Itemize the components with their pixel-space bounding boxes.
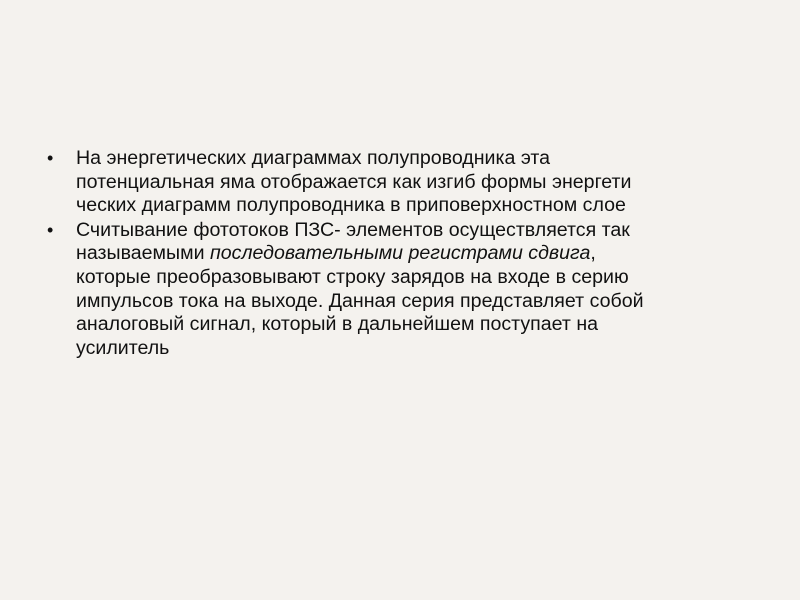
- text-line: которые преобразовывают строку зарядов на входе в серию: [76, 265, 629, 288]
- bullet-item-shift-registers: [47, 219, 747, 361]
- italic-term: последовательными регистрами сдвига: [209, 242, 591, 265]
- text-fragment: называемыми: [76, 242, 210, 265]
- text-line: ческих диаграмм полупроводника в приповерхностном слое: [76, 194, 626, 217]
- text-line: Считывание фототоков ПЗС- элементов осуществляется так: [76, 218, 630, 241]
- bullet-icon: •: [47, 148, 54, 168]
- text-line: На энергетических диаграммах полупроводника эта: [76, 147, 551, 169]
- text-line: [76, 242, 747, 266]
- text-line: аналоговый сигнал, который в дальнейшем поступает на: [76, 313, 599, 336]
- text-line: усилитель: [76, 336, 170, 359]
- text-fragment: ,: [590, 242, 596, 265]
- bullet-list: [47, 147, 747, 360]
- bullet-icon: •: [47, 219, 54, 240]
- text-line: потенциальная яма отображается как изгиб формы энергети: [76, 170, 632, 193]
- text-line: импульсов тока на выходе. Данная серия представляет собой: [76, 289, 644, 312]
- bullet-item-energy-diagrams: [47, 147, 747, 218]
